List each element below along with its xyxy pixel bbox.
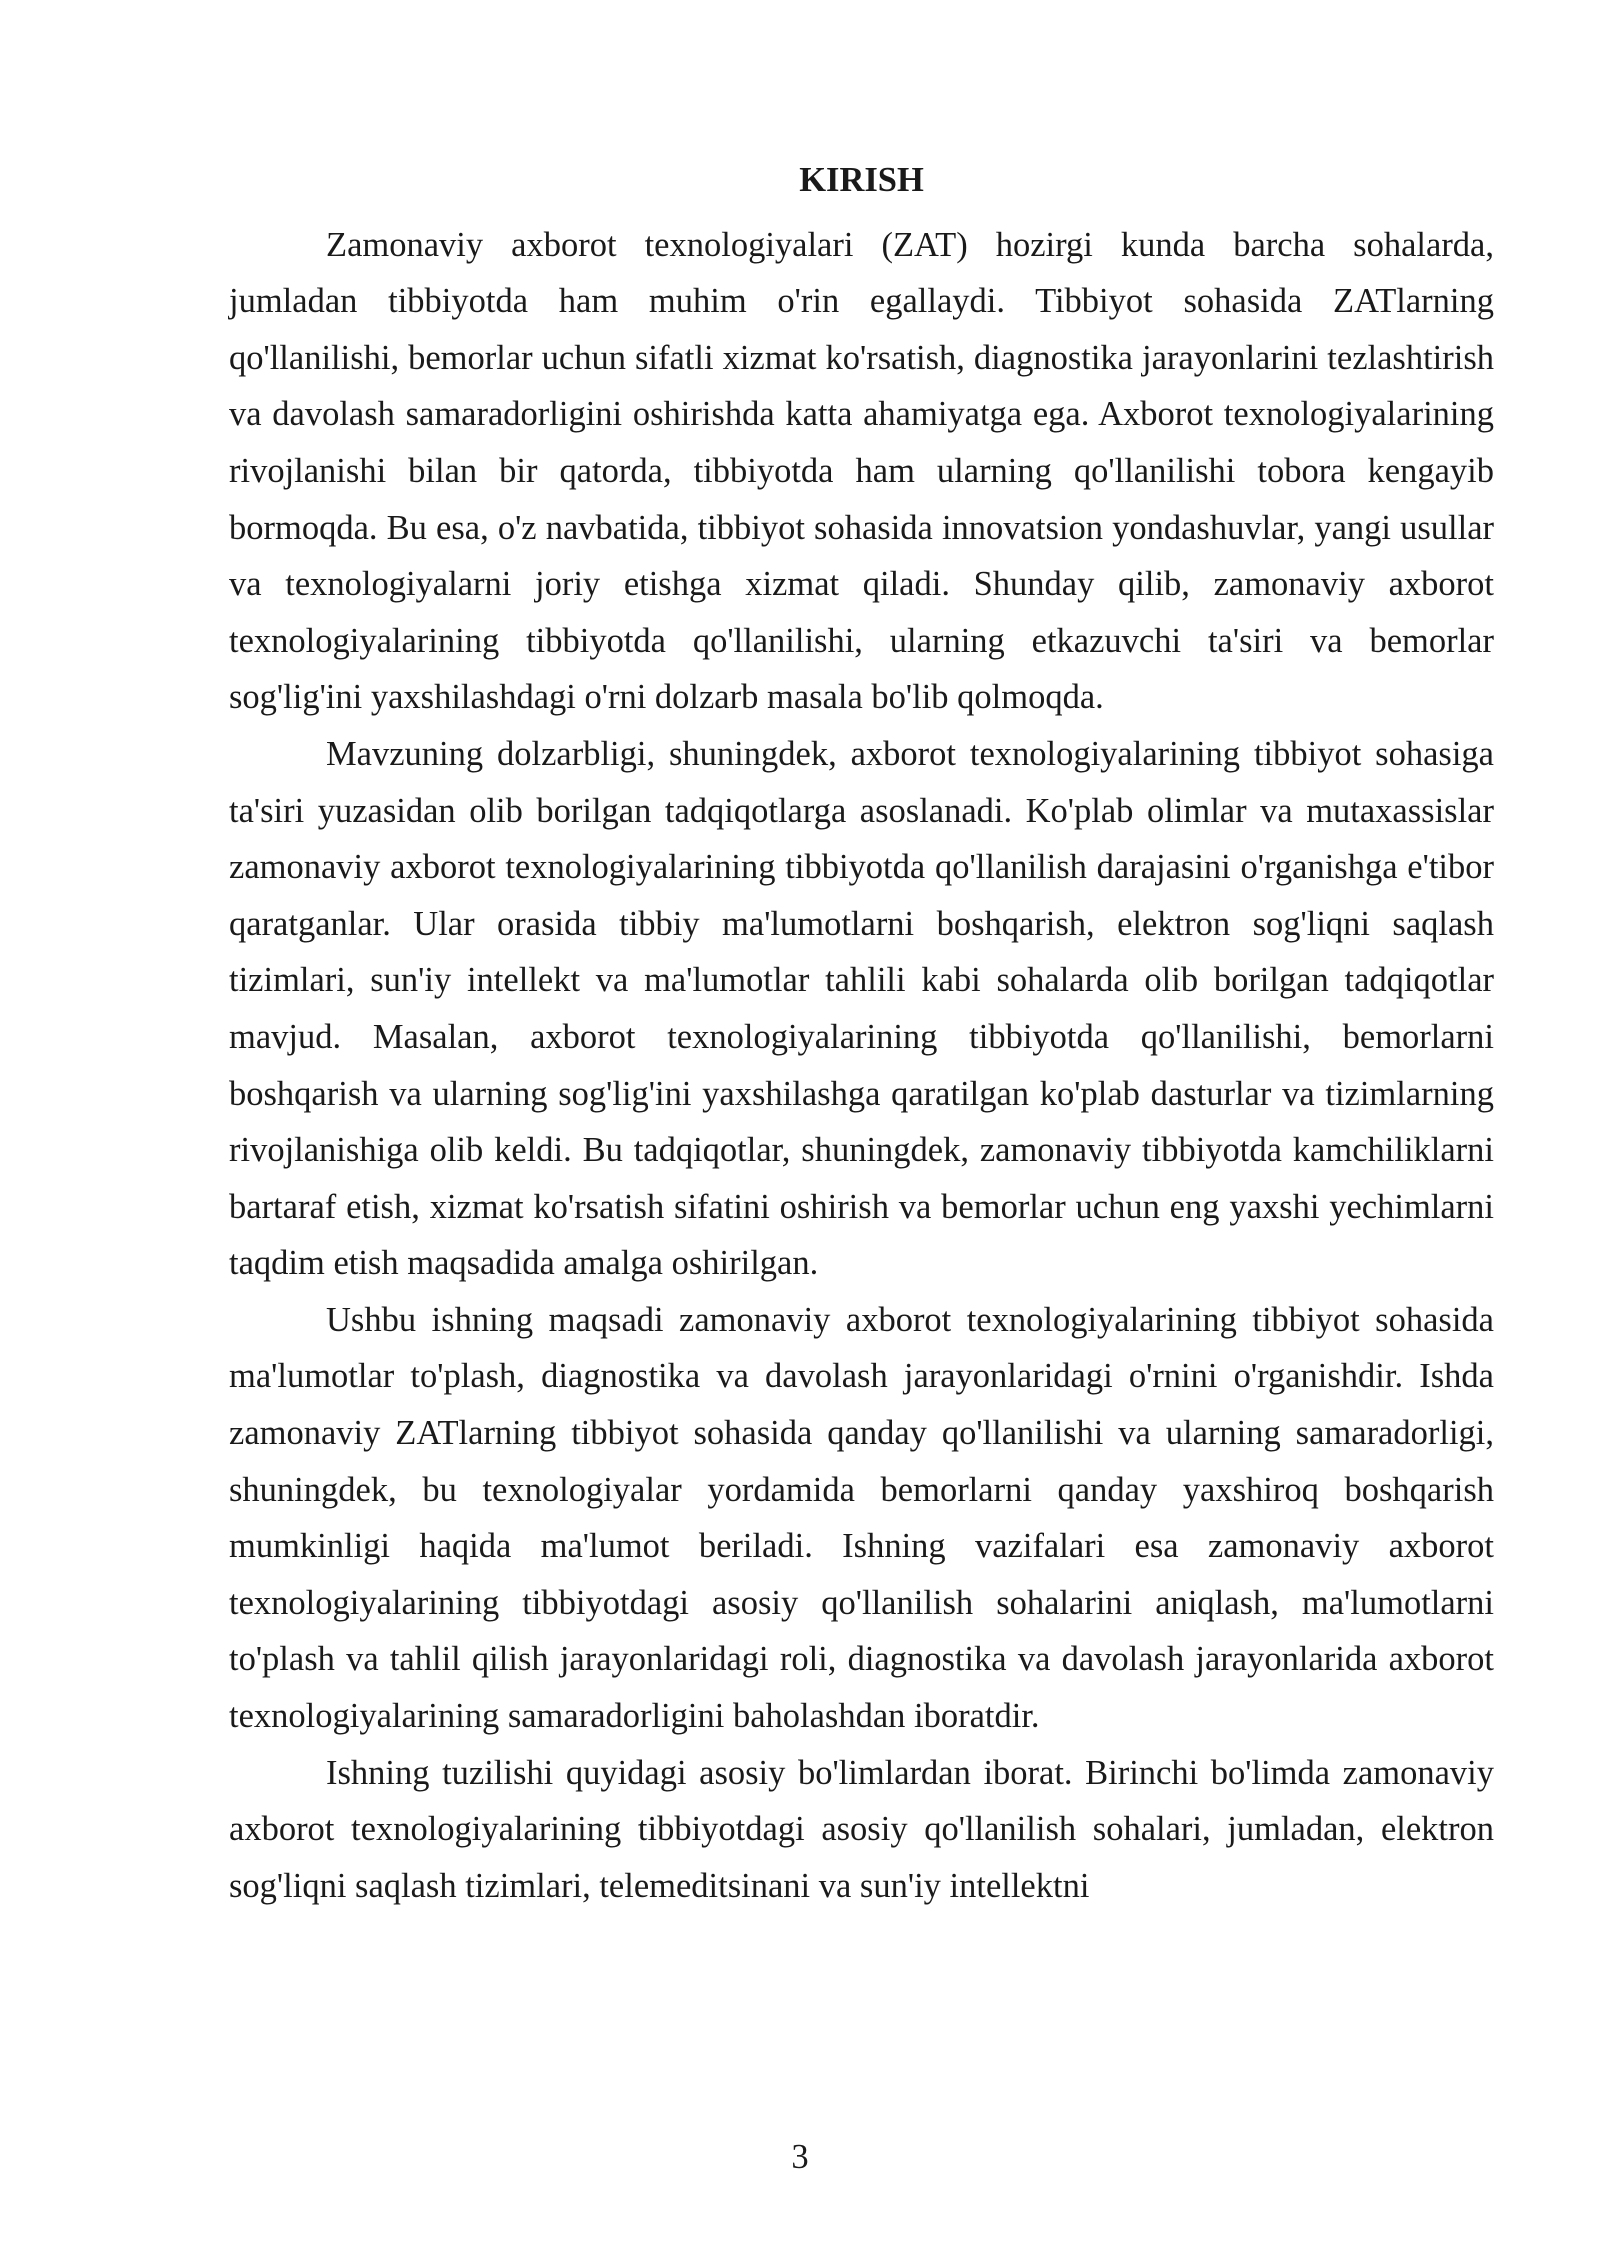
paragraph-3: Ushbu ishning maqsadi zamonaviy axborot texnologiyalarining tibbiyot sohasida ma'lumotlar to'plash, diagnostika va davolash jarayonlaridagi o'rnini o'rganishdir. Ishda zamonaviy ZATlarning tibbiyot sohasida qanday qo'llanilishi va ularning samaradorligi, shuningdek, bu texnologiyalar yordamida bemorlarni qanday yaxshiroq boshqarish mumkinligi haqida ma'lumot beriladi. Ishning vazifalari esa zamonaviy axborot texnologiyalarining tibbiyotdagi asosiy qo'llanilish sohalarini aniqlash, ma'lumotlarni to'plash va tahlil qilish jarayonlaridagi roli, diagnostika va davolash jarayonlarida axborot texnologiyalarining samaradorligini baholashdan iboratdir. [229,1300,1494,1736]
page-number: 3 [791,2138,809,2176]
document-body [229,152,1494,1914]
paragraph-1: Zamonaviy axborot texnologiyalari (ZAT) hozirgi kunda barcha sohalarda, jumladan tibbiyotda ham muhim o'rin egallaydi. Tibbiyot sohasida ZATlarning qo'llanilishi, bemorlar uchun sifatli xizmat ko'rsatish, diagnostika jarayonlarini tezlashtirish va davolash samaradorligini oshirishda katta ahamiyatga ega. Axborot texnologiyalarining rivojlanishi bilan bir qatorda, tibbiyotda ham ularning qo'llanilishi tobora kengayib bormoqda. Bu esa, o'z navbatida, tibbiyot sohasida innovatsion yondashuvlar, yangi usullar va texnologiyalarni joriy etishga xizmat qiladi. Shunday qilib, zamonaviy axborot texnologiyalarining tibbiyotda qo'llanilishi, ularning etkazuvchi ta'siri va bemorlar sog'lig'ini yaxshilashdagi o'rni dolzarb masala bo'lib qolmoqda. [229,225,1494,717]
section-title: KIRISH [799,161,924,199]
paragraph-2: Mavzuning dolzarbligi, shuningdek, axborot texnologiyalarining tibbiyot sohasiga ta'siri yuzasidan olib borilgan tadqiqotlarga asoslanadi. Ko'plab olimlar va mutaxassislar zamonaviy axborot texnologiyalarining tibbiyotda qo'llanilish darajasini o'rganishga e'tibor qaratganlar. Ular orasida tibbiy ma'lumotlarni boshqarish, elektron sog'liqni saqlash tizimlari, sun'iy intellekt va ma'lumotlar tahlili kabi sohalarda olib borilgan tadqiqotlar mavjud. Masalan, axborot texnologiyalarining tibbiyotda qo'llanilishi, bemorlarni boshqarish va ularning sog'lig'ini yaxshilashga qaratilgan ko'plab dasturlar va tizimlarning rivojlanishiga olib keldi. Bu tadqiqotlar, shuningdek, zamonaviy tibbiyotda kamchiliklarni bartaraf etish, xizmat ko'rsatish sifatini oshirish va bemorlar uchun eng yaxshi yechimlarni taqdim etish maqsadida amalga oshirilgan. [229,734,1494,1283]
paragraph-4: Ishning tuzilishi quyidagi asosiy bo'limlardan iborat. Birinchi bo'limda zamonaviy axborot texnologiyalarining tibbiyotdagi asosiy qo'llanilish sohalari, jumladan, elektron sog'liqni saqlash tizimlari, telemeditsinani va sun'iy intellektni [229,1753,1494,1905]
